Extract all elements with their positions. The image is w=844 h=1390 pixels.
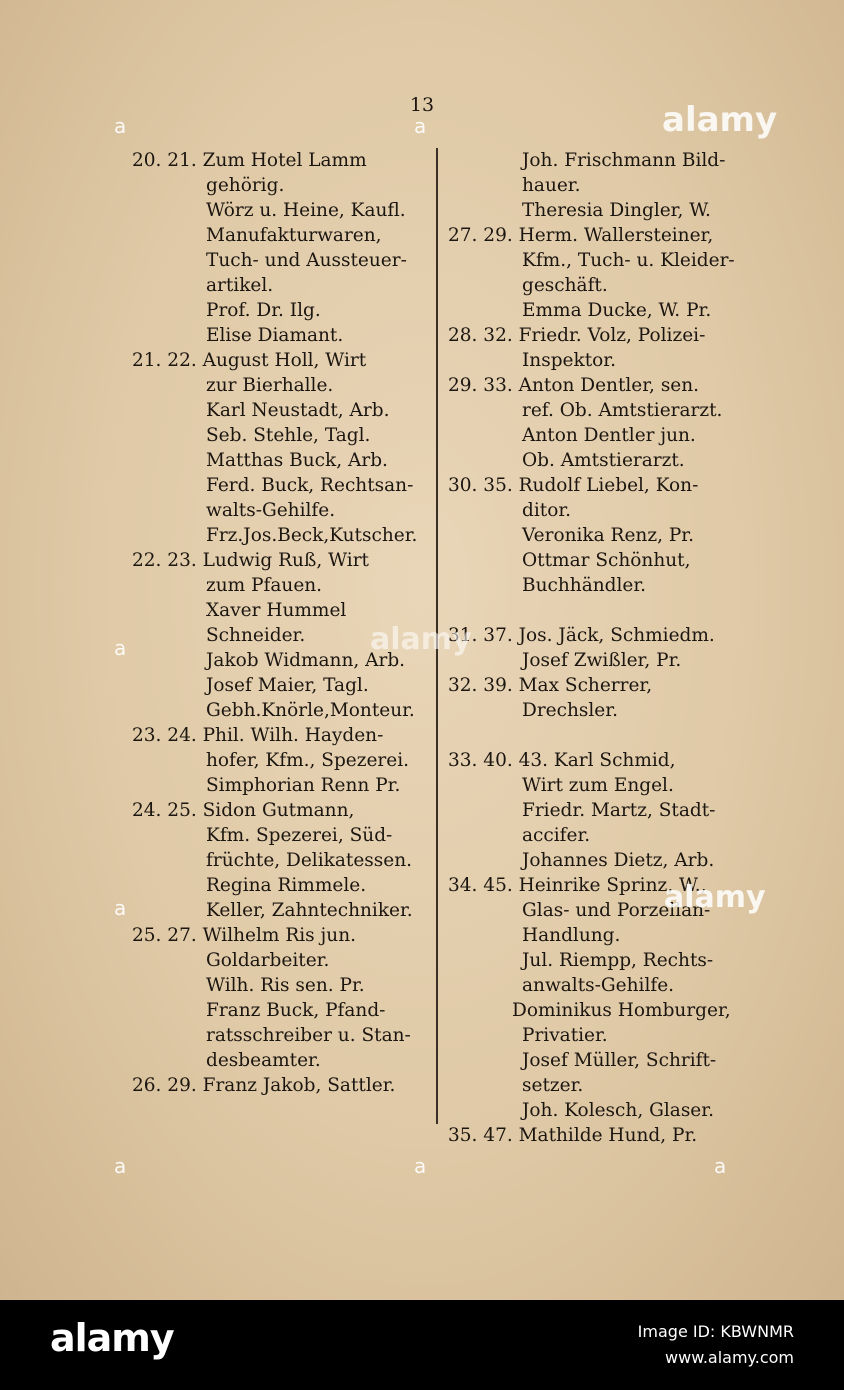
entry-line: Jul. Riempp, Rechts-: [522, 950, 714, 971]
entry-line: Simphorian Renn Pr.: [206, 775, 401, 796]
watermark-dot-icon: a: [714, 1154, 727, 1178]
entry-line: Josef Müller, Schrift-: [522, 1050, 717, 1071]
entry-line: Johannes Dietz, Arb.: [522, 850, 715, 871]
entry-line: Kfm. Spezerei, Süd-: [206, 825, 393, 846]
entry-line: Franz Buck, Pfand-: [206, 1000, 386, 1021]
entry-heading-line: 32. 39. Max Scherrer,: [448, 675, 653, 696]
watermark-dot-icon: a: [114, 114, 127, 138]
entry-line: Ob. Amtstierarzt.: [522, 450, 685, 471]
watermark-dot-icon: a: [414, 1154, 427, 1178]
entry-line: Prof. Dr. Ilg.: [206, 300, 321, 321]
entry-heading-line: 21. 22. August Holl, Wirt: [132, 350, 367, 371]
entry-heading-line: 31. 37. Jos. Jäck, Schmiedm.: [448, 625, 715, 646]
entry-line: Joh. Frischmann Bild-: [522, 150, 726, 171]
entry-line: Ottmar Schönhut,: [522, 550, 691, 571]
entry-heading-line: 22. 23. Ludwig Ruß, Wirt: [132, 550, 369, 571]
watermark-logo: alamy: [370, 622, 472, 657]
entry-line: Handlung.: [522, 925, 621, 946]
entry-line: zur Bierhalle.: [206, 375, 334, 396]
entry-heading-line: 24. 25. Sidon Gutmann,: [132, 800, 355, 821]
entry-line: Xaver Hummel: [206, 600, 347, 621]
entry-line: Seb. Stehle, Tagl.: [206, 425, 371, 446]
entry-line: walts-Gehilfe.: [206, 500, 336, 521]
entry-line: desbeamter.: [206, 1050, 321, 1071]
entry-line: ditor.: [522, 500, 572, 521]
watermark-dot-icon: a: [114, 1154, 127, 1178]
site-url: www.alamy.com: [665, 1348, 794, 1367]
entry-line: gehörig.: [206, 175, 285, 196]
entry-line: Wörz u. Heine, Kaufl.: [206, 200, 406, 221]
entry-line: ratsschreiber u. Stan-: [206, 1025, 411, 1046]
entry-line: Regina Rimmele.: [206, 875, 367, 896]
entry-line: Wirt zum Engel.: [522, 775, 674, 796]
entry-line: Theresia Dingler, W.: [522, 200, 711, 221]
entry-line: Ferd. Buck, Rechtsan-: [206, 475, 414, 496]
page-number: 13: [409, 94, 435, 116]
entry-line: Frz.Jos.Beck,Kutscher.: [206, 525, 418, 546]
entry-heading-line: 34. 45. Heinrike Sprinz, W.,: [448, 875, 707, 896]
entry-line: [448, 598, 738, 623]
entry-line: Wilh. Ris sen. Pr.: [206, 975, 365, 996]
entry-line: Karl Neustadt, Arb.: [206, 400, 390, 421]
entry-line: Schneider.: [206, 625, 306, 646]
entry-heading-line: 27. 29. Herm. Wallersteiner,: [448, 225, 714, 246]
entry-line: Matthas Buck, Arb.: [206, 450, 388, 471]
entry-line: geschäft.: [522, 275, 608, 296]
entry-line: Drechsler.: [522, 700, 618, 721]
entry-heading-line: 30. 35. Rudolf Liebel, Kon-: [448, 475, 699, 496]
entry-line: Emma Ducke, W. Pr.: [522, 300, 712, 321]
entry-line: artikel.: [206, 275, 274, 296]
watermark-dot-icon: a: [414, 114, 427, 138]
entry-line: Josef Zwißler, Pr.: [522, 650, 682, 671]
watermark-dot-icon: a: [114, 896, 127, 920]
entry-line: Keller, Zahntechniker.: [206, 900, 413, 921]
alamy-logo: alamy: [50, 1316, 174, 1360]
entry-line: Friedr. Martz, Stadt-: [522, 800, 716, 821]
entry-line: Elise Diamant.: [206, 325, 344, 346]
watermark-dot-icon: a: [114, 636, 127, 660]
stock-footer: [0, 1300, 844, 1390]
entry-line: [448, 723, 738, 748]
entry-line: ref. Ob. Amtstierarzt.: [522, 400, 723, 421]
entry-line: Kfm., Tuch- u. Kleider-: [522, 250, 735, 271]
watermark-logo: alamy: [662, 100, 778, 140]
entry-line: hofer, Kfm., Spezerei.: [206, 750, 410, 771]
entry-heading-line: 28. 32. Friedr. Volz, Polizei-: [448, 325, 706, 346]
entry-line: Manufakturwaren,: [206, 225, 382, 246]
entry-line: zum Pfauen.: [206, 575, 323, 596]
entry-line: Gebh.Knörle,Monteur.: [206, 700, 415, 721]
entry-line: Joh. Kolesch, Glaser.: [522, 1100, 714, 1121]
entry-line: Josef Maier, Tagl.: [206, 675, 369, 696]
right-column: [448, 148, 738, 1148]
entry-line: Inspektor.: [522, 350, 616, 371]
entry-heading-line: 29. 33. Anton Dentler, sen.: [448, 375, 700, 396]
entry-heading-line: 33. 40. 43. Karl Schmid,: [448, 750, 676, 771]
entry-line: hauer.: [522, 175, 581, 196]
entry-line: Veronika Renz, Pr.: [522, 525, 694, 546]
entry-line: Privatier.: [522, 1025, 608, 1046]
entry-heading-line: 25. 27. Wilhelm Ris jun.: [132, 925, 356, 946]
entry-heading-line: 26. 29. Franz Jakob, Sattler.: [132, 1075, 396, 1096]
entry-line: Anton Dentler jun.: [522, 425, 696, 446]
watermark-logo: alamy: [664, 880, 766, 915]
image-id: Image ID: KBWNMR: [637, 1322, 794, 1341]
entry-line: Jakob Widmann, Arb.: [206, 650, 406, 671]
entry-line: Tuch- und Aussteuer-: [206, 250, 407, 271]
entry-line: accifer.: [522, 825, 591, 846]
entry-line: Goldarbeiter.: [206, 950, 330, 971]
entry-heading-line: 20. 21. Zum Hotel Lamm: [132, 150, 367, 171]
entry-line: Dominikus Homburger,: [512, 1000, 731, 1021]
entry-heading-line: 35. 47. Mathilde Hund, Pr.: [448, 1125, 698, 1146]
entry-line: früchte, Delikatessen.: [206, 850, 412, 871]
entry-line: Buchhändler.: [522, 575, 647, 596]
entry-line: Glas- und Porzellan-: [522, 900, 711, 921]
entry-heading-line: 23. 24. Phil. Wilh. Hayden-: [132, 725, 384, 746]
entry-line: anwalts-Gehilfe.: [522, 975, 675, 996]
entry-line: setzer.: [522, 1075, 584, 1096]
